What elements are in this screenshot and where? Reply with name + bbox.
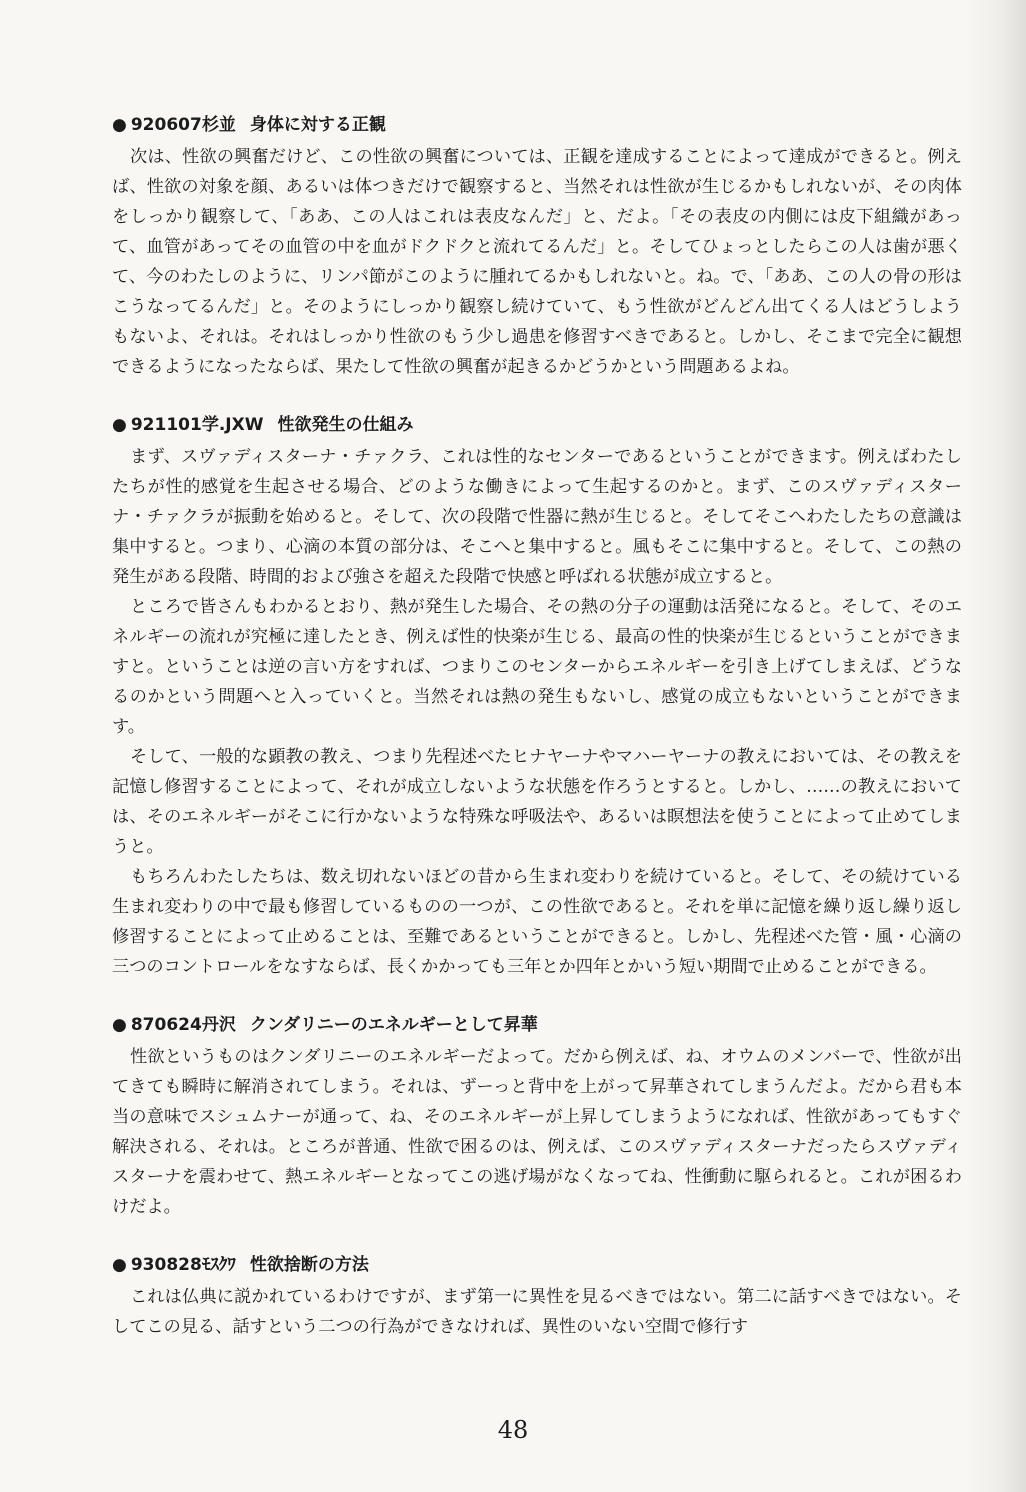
section-id: 930828ﾓｽｸﾜ — [130, 1255, 236, 1275]
section-title: 性欲捨断の方法 — [249, 1255, 369, 1275]
section-id: 921101学.JXW — [130, 415, 264, 435]
section-heading — [112, 1012, 962, 1038]
bullet-icon: ● — [112, 115, 127, 135]
section-title: 身体に対する正観 — [249, 115, 386, 135]
section-title: クンダリニーのエネルギーとして昇華 — [249, 1015, 538, 1035]
paragraph: そして、一般的な顕教の教え、つまり先程述べたヒナヤーナやマハーヤーナの教えにおいては、その教えを記憶し修習することによって、それが成立しないような状態を作ろうとすると。しかし、……の教えにおいては、そのエネルギーがそこに行かないような特殊な呼吸法や、あるいは瞑想法を使うことによって止めてしまうと。 — [112, 747, 962, 857]
bullet-icon: ● — [112, 1015, 127, 1035]
paragraph: もちろんわたしたちは、数え切れないほどの昔から生まれ変わりを続けていると。そして、その続けている生まれ変わりの中で最も修習しているものの一つが、この性欲であると。それを単に記憶を繰り返し繰り返し修習することによって止めることは、至難であるということができると。しかし、先程述べた管・風・心滴の三つのコントロールをなすならば、長くかかっても三年とか四年とかいう短い期間で止めることができる。 — [112, 867, 962, 977]
page-content — [112, 112, 962, 1372]
section-heading — [112, 112, 962, 138]
page-spine-shadow — [966, 0, 1026, 1492]
section-id: 920607杉並 — [130, 115, 236, 135]
section-heading — [112, 412, 962, 438]
bullet-icon: ● — [112, 415, 127, 435]
bullet-icon: ● — [112, 1255, 127, 1275]
section — [112, 412, 962, 982]
paragraph: ところで皆さんもわかるとおり、熱が発生した場合、その熱の分子の運動は活発になると。そして、そのエネルギーの流れが究極に達したとき、例えば性的快楽が生じる、最高の性的快楽が生じるということができますと。ということは逆の言い方をすれば、つまりこのセンターからエネルギーを引き上げてしまえば、どうなるのかという問題へと入っていくと。当然それは熱の発生もないし、感覚の成立もないということができます。 — [112, 597, 962, 737]
paragraph: 次は、性欲の興奮だけど、この性欲の興奮については、正観を達成することによって達成ができると。例えば、性欲の対象を顔、あるいは体つきだけで観察すると、当然それは性欲が生じるかもしれないが、その肉体をしっかり観察して、「ああ、この人はこれは表皮なんだ」と、だよ。「その表皮の内側には皮下組織があって、血管があってその血管の中を血がドクドクと流れてるんだ」と。そしてひょっとしたらこの人は歯が悪くて、今のわたしのように、リンパ節がこのように腫れてるかもしれないと。ね。で、「ああ、この人の骨の形はこうなってるんだ」と。そのようにしっかり観察し続けていて、もう性欲がどんどん出てくる人はどうしようもないよ、それは。それはしっかり性欲のもう少し過患を修習すべきであると。しかし、そこまで完全に観想できるようになったならば、果たして性欲の興奮が起きるかどうかという問題あるよね。 — [112, 147, 962, 377]
paragraph: 性欲というものはクンダリニーのエネルギーだよって。だから例えば、ね、オウムのメンバーで、性欲が出てきても瞬時に解消されてしまう。それは、ずーっと背中を上がって昇華されてしまうんだよ。だから君も本当の意味でスシュムナーが通って、ね、そのエネルギーが上昇してしまうようになれば、性欲があってもすぐ解決される、それは。ところが普通、性欲で困るのは、例えば、このスヴァディスターナだったらスヴァディスターナを震わせて、熱エネルギーとなってこの逃げ場がなくなってね、性衝動に駆られると。これが困るわけだよ。 — [112, 1047, 962, 1217]
section-heading — [112, 1252, 962, 1278]
page-number: 48 — [497, 1416, 529, 1444]
paragraph: まず、スヴァディスターナ・チァクラ、これは性的なセンターであるということができます。例えばわたしたちが性的感覚を生起させる場合、どのような働きによって生起するのかと。まず、このスヴァディスターナ・チァクラが振動を始めると。そして、次の段階で性器に熱が生じると。そしてそこへわたしたちの意識は集中すると。つまり、心滴の本質の部分は、そこへと集中すると。風もそこに集中すると。そして、この熱の発生がある段階、時間的および強さを超えた段階で快感と呼ばれる状態が成立すると。 — [112, 447, 962, 587]
section — [112, 1252, 962, 1342]
section — [112, 1012, 962, 1222]
section — [112, 112, 962, 382]
paragraph: これは仏典に説かれているわけですが、まず第一に異性を見るべきではない。第二に話すべきではない。そしてこの見る、話すという二つの行為ができなければ、異性のいない空間で修行す — [112, 1287, 962, 1337]
section-title: 性欲発生の仕組み — [277, 415, 414, 435]
section-id: 870624丹沢 — [130, 1015, 236, 1035]
